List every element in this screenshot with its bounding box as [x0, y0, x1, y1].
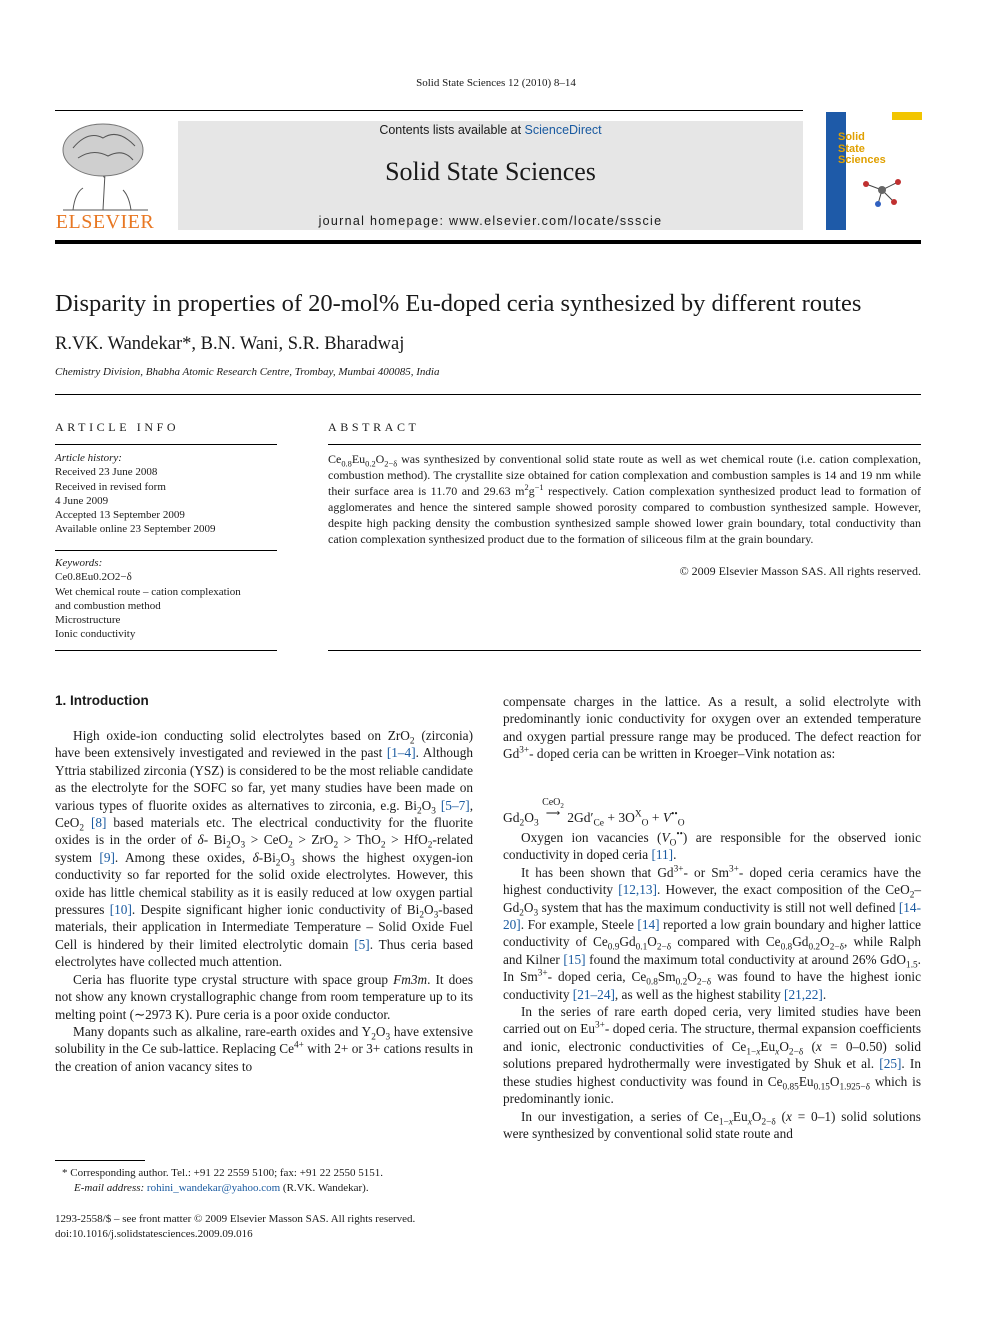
defect-equation: $Gd_2O_3$ CeO$_2$ ⟶ $2Gd'_{Ce} + 3O^X_O + V^{••}_O$: [503, 797, 685, 829]
footnotes: [62, 1166, 482, 1196]
email-line: E-mail address: rohini_wandekar@yahoo.com (R.VK. Wandekar).: [74, 1182, 369, 1194]
header-thick-rule: [55, 240, 921, 244]
abstract-bottom-rule: [328, 650, 921, 651]
cover-tag: [892, 112, 922, 120]
molecule-icon: [858, 174, 906, 208]
article-title: Disparity in properties of 20-mol% Eu-doped ceria synthesized by different routes: [55, 290, 862, 317]
contents-prefix: Contents lists available at: [379, 123, 525, 137]
doi-line[interactable]: doi:10.1016/j.solidstatesciences.2009.09.016: [55, 1228, 253, 1240]
cover-title: Solid State Sciences: [838, 131, 886, 166]
article-authors: R.VK. Wandekar*, B.N. Wani, S.R. Bharadwaj: [55, 334, 405, 354]
abstract-text: $Ce_{0.8}Eu_{0.2}O_{2-\delta}$ was synthesized by conventional solid state route as well as wet chemical route (i.e. cation complexation, combustion method). The crystallite size obtained for cation complexation and combustion samples is 14 and 19 nm while their surface area is 11.70 and 29.63 $m^2g^{-1}$ respectively. Cation complexation synthesized product lead to formation of agglomerates and hence the sintered sample showed porosity compared to combustion synthesized sample. However, despite high packing density the combustion synthesized sample showed lower grain boundary, total conductivity than cation complexation synthesized product due to the formation of siliceous film at the grain boundary.: [328, 452, 921, 546]
abstract-copyright: © 2009 Elsevier Masson SAS. All rights reserved.: [679, 564, 921, 578]
abstract-rule: [328, 444, 921, 445]
keywords: Keywords: Ce0.8Eu0.2O2−δ Wet chemical route – cation complexation and combustion method Microstructure Ionic conductivity: [55, 556, 277, 642]
issn-line: 1293-2558/$ – see front matter © 2009 Elsevier Masson SAS. All rights reserved.: [55, 1213, 416, 1225]
keywords-rule: [55, 550, 277, 551]
journal-cover: [826, 112, 922, 230]
cover-spine: [826, 112, 846, 230]
section-title: 1. Introduction: [55, 693, 149, 708]
article-info-heading: ARTICLE INFO: [55, 420, 180, 434]
info-bottom-rule: [55, 650, 277, 651]
keyword-formula: Ce0.8Eu0.2O2−δ: [55, 571, 132, 584]
title-rule: [55, 394, 921, 395]
right-column-text-2: Oxygen ion vacancies $(V_O^{••})$ are responsible for the observed ionic conductivity in doped ceria [11]. It has been shown that $Gd^{3+}-$ or $Sm^{3+}-$ doped ceria ceramics have the highest conductivity [12,13]. However, the exact composition of the $CeO_2-Gd_2O_3$ system that has the maximum conductivity is still not well defined [14-20]. For example, Steele [14] reported a low grain boundary and higher lattice conductivity of $Ce_{0.9}Gd_{0.1}O_{2-\delta}$ compared with $Ce_{0.8}Gd_{0.2}O_{2-\delta}$, while Ralph and Kilner [15] found the maximum total conductivity at around 26% GdO$_{1.5}$. In $Sm^{3+}-$ doped ceria, $Ce_{0.8}Sm_{0.2}O_{2-\delta}$ was found to have the highest ionic conductivity [21–24], as well as the highest stability [21,22]. In the series of rare earth doped ceria, very limited studies have been carried out on $Eu^{3+}-$ doped ceria. The structure, thermal expansion coefficients and ionic, electronic conductivities of $Ce_{1-x}Eu_xO_{2-\delta}$ (x = 0–0.50) solid solutions prepared hydrothermally were investigated by Shuk et al. [25]. In these studies highest conductivity was found in $Ce_{0.85}Eu_{0.15}O_{1.925-\delta}$ which is predominantly ionic. In our investigation, a series of $Ce_{1-x}Eu_xO_{2-\delta}$ (x = 0–1) solid solutions were synthesized by conventional solid state route and: [503, 829, 922, 1141]
sciencedirect-link[interactable]: ScienceDirect: [524, 123, 602, 137]
article-history: Article history: Received 23 June 2008 Received in revised form 4 June 2009 Accepted 13 September 2009 Available online 23 September 2009: [55, 452, 216, 536]
journal-banner: [178, 121, 803, 230]
corresponding-author: * Corresponding author. Tel.: +91 22 2559 5100; fax: +91 22 2550 5151.: [62, 1167, 383, 1179]
elsevier-logo: [53, 118, 157, 236]
email-link[interactable]: rohini_wandekar@yahoo.com: [146, 1182, 281, 1194]
header-rule: [55, 110, 803, 111]
affiliation: Chemistry Division, Bhabha Atomic Research Centre, Trombay, Mumbai 400085, India: [55, 366, 440, 378]
journal-name: Solid State Sciences: [385, 157, 596, 186]
right-column-text-1: compensate charges in the lattice. As a result, a solid electrolyte with predominantly ionic conductivity for oxygen over an extended temperature and oxygen partial pressure range may be produced. The defect reaction for $Gd^{3+}-$ doped ceria can be written in Kroeger–Vink notation as:: [503, 694, 921, 762]
journal-homepage[interactable]: journal homepage: www.elsevier.com/locate/ssscie: [318, 214, 663, 228]
abstract-heading: ABSTRACT: [328, 420, 420, 434]
journal-reference: Solid State Sciences 12 (2010) 8–14: [416, 77, 576, 89]
info-rule: [55, 444, 277, 445]
tree-icon: [53, 118, 157, 214]
left-column-text: High oxide-ion conducting solid electrolytes based on ZrO$_2$ (zirconia) have been extensively investigated and reviewed in the past [1–4]. Although Yttria stabilized zirconia (YSZ) is considered to be the most reliable candidate as the electrolyte for the SOFC so far, yet many studies have been made on various types of fluorite oxides as alternatives to zirconia, e.g. $Bi_2O_3$ [5–7], CeO$_2$ [8] based materials etc. The electrical conductivity for the fluorite oxides is in the order of δ- $Bi_2O_3 > CeO_2 > ZrO_2 > ThO_2$ > HfO$_2$-related system [9]. Among these oxides, $\delta-Bi_2O_3$ shows the highest oxygen-ion conductivity so far reported for the solid oxide electrolytes. However, this oxide has little chemical stability as it is easily reduced at low oxygen partial pressures [10]. Despite significant higher ionic conductivity of $Bi_2O_3$-based materials, their application in Intermediate Temperature – Solid Oxide Fuel Cell is hindered by their limited electrolytic domain [5]. Thus ceria based electrolytes have collected much attention. Ceria has fluorite type crystal structure with space group Fm3m. It does not show any known crystallographic change from room temperature up to its melting point (∼2973 K). Pure ceria is a poor oxide conductor. Many dopants such as alkaline, rare-earth oxides and $Y_2O_3$ have extensive solubility in the Ce sub-lattice. Replacing $Ce^{4+}$ with 2+ or 3+ cations results in the creation of anion vacancy sites to: [55, 728, 474, 1074]
publisher-name: ELSEVIER: [55, 211, 155, 233]
contents-line: [178, 123, 803, 137]
footnote-rule: [55, 1160, 145, 1161]
publication-info: [55, 1212, 485, 1242]
